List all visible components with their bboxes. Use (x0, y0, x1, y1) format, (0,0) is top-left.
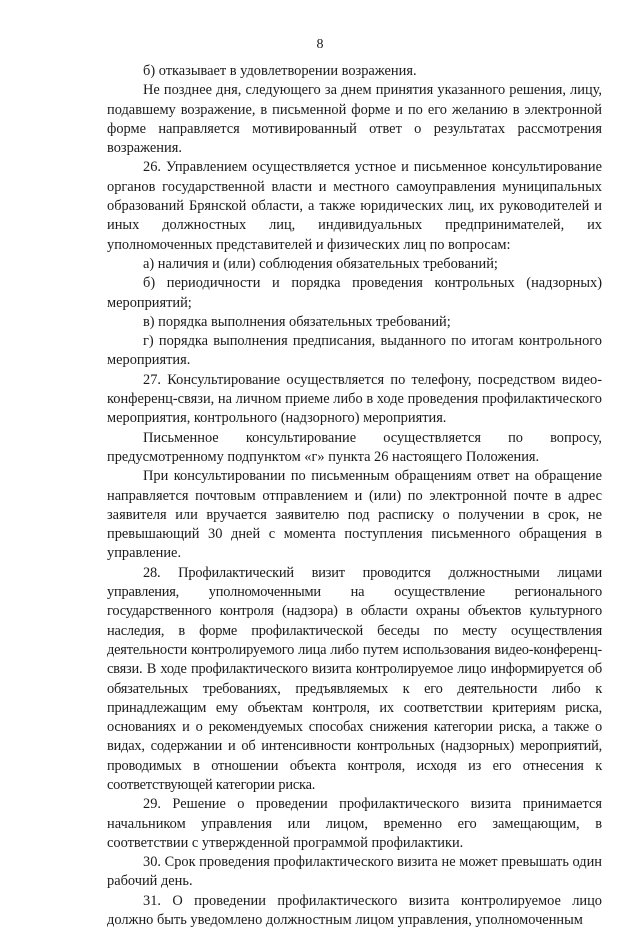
paragraph-29: 29. Решение о проведении профилактического визита принимается начальником управления или лицом, временно его замещающим, в соответствии с утвержденной программой профилактики. (107, 796, 602, 851)
paragraph-26: 26. Управлением осуществляется устное и письменное консультирование органов государственной власти и местного самоуправления муниципальных образований Брянской области, а также юридических лиц, их руководителей и иных должностных лиц, индивидуальных предпринимателей, их уполномоченных представителей и физических лиц по вопросам: (107, 159, 602, 253)
paragraph-written-appeals: При консультировании по письменным обращениям ответ на обращение направляется почтовым отправлением и (или) по электронной почте в адрес заявителя или вручается заявителю под расписку о получении в срок, не превышающий 30 дней с момента поступления письменного обращения в управление. (107, 468, 602, 562)
paragraph-b-refusal: б) отказывает в удовлетворении возражения. (143, 63, 417, 79)
paragraph-27: 27. Консультирование осуществляется по телефону, посредством видео-конференц-связи, на личном приеме либо в ходе проведения профилактического мероприятия, контрольного (надзорного) мероприятия. (107, 371, 602, 427)
document-body (107, 62, 602, 930)
list-item-a: а) наличия и (или) соблюдения обязательных требований; (143, 255, 498, 272)
list-item-g: г) порядка выполнения предписания, выданного по итогам контрольного мероприятия. (107, 333, 602, 369)
paragraph-31: 31. О проведении профилактического визита контролируемое лицо должно быть уведомлено должностным лицом управления, уполномоченным (107, 892, 602, 929)
list-item-v: в) порядка выполнения обязательных требований; (143, 313, 451, 330)
list-item-b: б) периодичности и порядка проведения контрольных (надзорных) мероприятий; (107, 275, 602, 311)
paragraph-written-consultation: Письменное консультирование осуществляется по вопросу, предусмотренному подпунктом «г» пункта 26 настоящего Положения. (107, 429, 602, 465)
paragraph-28: 28. Профилактический визит проводится должностными лицами управления, уполномоченными на осуществление регионального государственного контроля (надзора) в области охраны объектов культурного наследия, в форме профилактической беседы по месту осуществления деятельности контролируемого лица либо путем использования видео-конференц-связи. В ходе профилактического визита контролируемое лицо информируется об обязательных требованиях, предъявляемых к его деятельности либо к принадлежащим ему объектам контроля, их соответствии критериям риска, основаниях и о рекомендуемых способах снижения категории риска, а также о видах, содержании и об интенсивности контрольных (надзорных) мероприятий, проводимых в отношении объекта контроля, исходя из его отнесения к соответствующей категории риска. (107, 564, 602, 793)
paragraph-response-deadline: Не позднее дня, следующего за днем принятия указанного решения, лицу, подавшему возражение, в письменной форме и по его желанию в электронной форме направляется мотивированный ответ о результатах рассмотрения возражения. (107, 82, 602, 157)
paragraph-30: 30. Срок проведения профилактического визита не может превышать один рабочий день. (107, 854, 602, 890)
page-number: 8 (316, 37, 324, 52)
